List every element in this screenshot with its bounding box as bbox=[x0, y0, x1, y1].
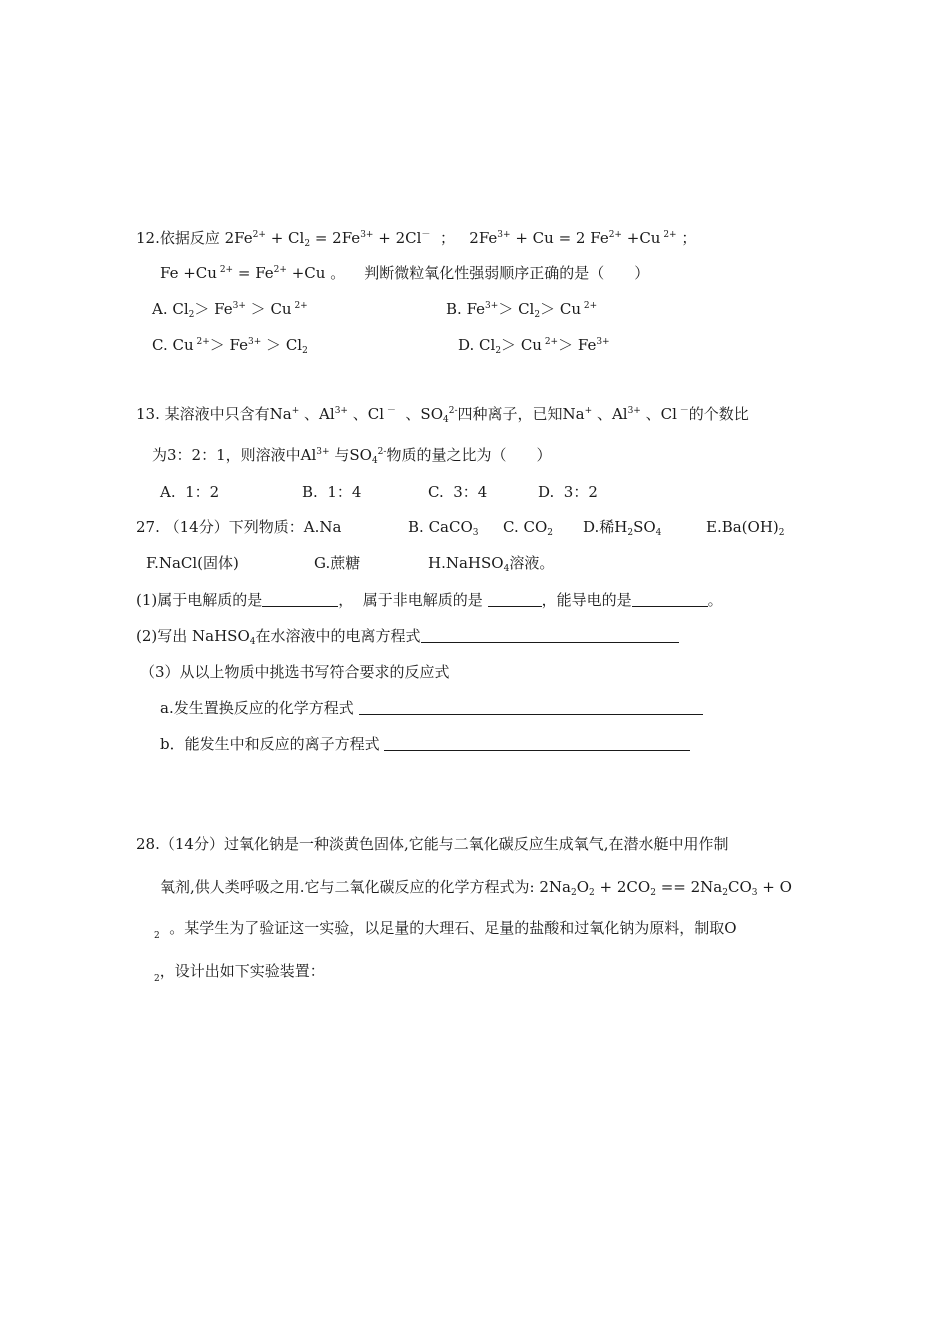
q27-item-h: H.NaHSO$_4$溶液。 bbox=[428, 554, 555, 574]
q27-replacement-blank[interactable] bbox=[359, 700, 703, 715]
q27-sub3b: b．能发生中和反应的离子方程式 bbox=[160, 734, 690, 754]
q13-line1: 13. 某溶液中只含有Na+ 、$Al^{3+}$ 、Cl － 、$SO_4^{2-}$四种离子，已知Na+ 、$Al^{3+}$ 、Cl －的个数比 bbox=[136, 405, 749, 425]
q12-stem-intro: 依据反应 bbox=[159, 229, 220, 247]
q13-option-c: C. 3：4 bbox=[428, 483, 488, 501]
q28-line4: $_2$，设计出如下实验装置： bbox=[154, 962, 325, 984]
q28-line1: 28.（14分）过氧化钠是一种淡黄色固体,它能与二氧化碳反应生成氧气,在潜水艇中用作制 bbox=[136, 835, 729, 853]
q12-number: 12. bbox=[136, 229, 160, 247]
q27-item-f: F.NaCl(固体) bbox=[146, 554, 239, 572]
q27-number: 27. bbox=[136, 518, 160, 536]
q27-nonelectrolyte-blank[interactable] bbox=[488, 592, 542, 607]
q27-item-b: B. CaCO$_3$ bbox=[408, 518, 479, 538]
q27-item-c: C. $CO_2$ bbox=[503, 518, 553, 538]
q27-sub3: （3）从以上物质中挑选书写符合要求的反应式 bbox=[140, 663, 450, 681]
q27-sub2: (2)写出 NaHSO$_4$在水溶液中的电离方程式 bbox=[136, 626, 679, 646]
q28-line3: $_2$ 。某学生为了验证这一实验，以足量的大理石、足量的盐酸和过氧化钠为原料，制取O bbox=[154, 919, 737, 941]
q27-item-e: $E.Ba(OH)_2$ bbox=[706, 518, 785, 538]
q27-ionization-blank[interactable] bbox=[421, 628, 679, 643]
q27-conductive-blank[interactable] bbox=[632, 592, 708, 607]
q27-electrolyte-blank[interactable] bbox=[262, 592, 338, 607]
q12-option-d: D. $Cl_2> Cu$ $^{2+}> Fe^{3+}$ bbox=[458, 336, 610, 356]
q13-number: 13. bbox=[136, 405, 160, 423]
q13-option-d: D. 3：2 bbox=[538, 483, 598, 501]
q13-line2: 为3：2：1，则溶液中$Al^{3+}$ 与$SO_4^{2-}$物质的量之比为（ ） bbox=[152, 446, 552, 466]
q12-option-c: C. Cu $^{2+}> Fe^{3+} > Cl_2$ bbox=[152, 336, 308, 356]
q13-option-a: A. 1：2 bbox=[160, 483, 220, 501]
q27-sub3a: a.发生置换反应的化学方程式 bbox=[160, 698, 703, 718]
q12-option-a: A. $Cl_2> Fe^{3+} > Cu$ $^{2+}$ bbox=[152, 300, 308, 320]
q13-option-b: B. 1：4 bbox=[302, 483, 362, 501]
q28-number: 28. bbox=[136, 835, 160, 853]
q12-question: 判断微粒氧化性强弱顺序正确的是（ ） bbox=[364, 264, 650, 282]
q28-line2: 氧剂,供人类呼吸之用.它与二氧化碳反应的化学方程式为: $2Na_2O_2 + 2CO_2 == 2Na_2CO_3 + O$ bbox=[160, 878, 792, 898]
q27-item-d: D.稀$H_2SO_4$ bbox=[583, 518, 662, 538]
q27-item-g: G.蔗糖 bbox=[314, 554, 361, 572]
q12-option-b: B. $Fe^{3+}> Cl_2> Cu$ $^{2+}$ bbox=[446, 300, 598, 320]
q27-sub1: (1)属于电解质的是 ， 属于非电解质的是 ，能导电的是 。 bbox=[136, 591, 723, 609]
q27-line1: 27. （14分）下列物质：A.Na bbox=[136, 518, 342, 536]
q12-line2: Fe +Cu $^{2+} = Fe^{2+} +Cu$ 。 判断微粒氧化性强弱顺序正确的是（ ） bbox=[160, 264, 650, 282]
q27-neutralization-blank[interactable] bbox=[384, 736, 690, 751]
q12-line1: 12.依据反应 $2Fe^{2+} + Cl_2 = 2Fe^{3+} + 2Cl^-$ ； $2Fe^{3+} + Cu = 2$ $Fe^{2+} +Cu$ $^{2+}$ ； bbox=[136, 229, 697, 249]
